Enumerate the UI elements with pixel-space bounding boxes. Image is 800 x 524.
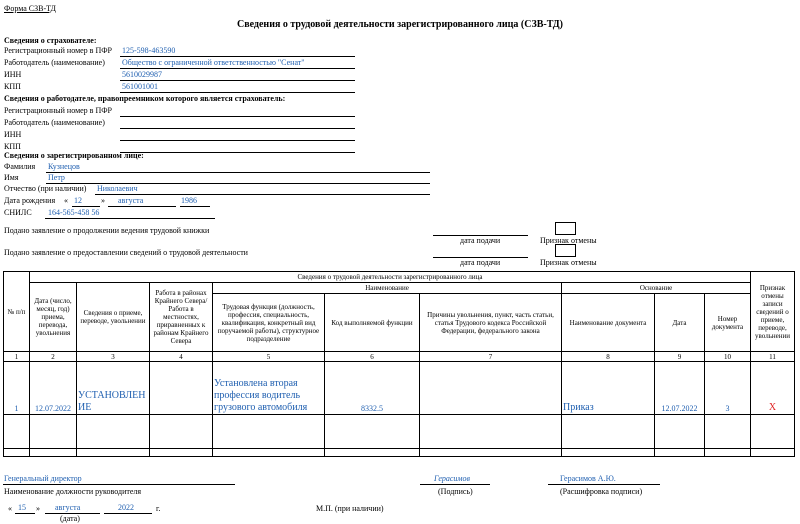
- table-row: [4, 415, 795, 449]
- labor-activity-table: [3, 271, 795, 457]
- birth-year: 1986: [181, 196, 197, 205]
- patronymic-value: Николаевич: [97, 184, 138, 193]
- row-doc-name: Приказ: [562, 362, 655, 415]
- row-code: 8332.5: [325, 362, 420, 415]
- birth-day: 12: [74, 196, 82, 205]
- insurer-kpp-value: 561001001: [122, 82, 158, 91]
- insurer-kpp-label: КПП: [4, 82, 21, 91]
- row-doc-date: 12.07.2022: [655, 362, 705, 415]
- predecessor-employer-label: Работодатель (наименование): [4, 118, 105, 127]
- col-number: 6: [325, 352, 420, 362]
- row-date: 12.07.2022: [30, 362, 77, 415]
- col-north-header: Работа в районах Крайнего Севера/Работа в местностях, приравненных к районам Крайнего Севера: [150, 283, 213, 352]
- insurer-employer-value: Общество с ограниченной ответственностью "Сенат": [122, 58, 305, 67]
- stamp-caption: М.П. (при наличии): [316, 504, 384, 513]
- provide-date-caption: дата подачи: [460, 258, 501, 267]
- col-function-header: Трудовая функция (должность, профессия, специальность, квалификация, конкретный вид поручаемой работы), структурное подразделение: [213, 294, 325, 352]
- insurer-inn-value: 5610029987: [122, 70, 162, 79]
- birth-label: Дата рождения: [4, 196, 56, 205]
- form-label: Форма СЗВ-ТД: [4, 4, 56, 13]
- page-title: Сведения о трудовой деятельности зарегистрированного лица (СЗВ-ТД): [237, 19, 563, 30]
- col-reason-header: Причины увольнения, пункт, часть статьи, статья Трудового кодекса Российской Федерации, федерального закона: [420, 294, 562, 352]
- surname-value: Кузнецов: [48, 162, 80, 171]
- col-doc-date-header: Дата: [655, 294, 705, 352]
- continue-cancel-caption: Признак отмены: [540, 236, 597, 245]
- insurer-inn-label: ИНН: [4, 70, 22, 79]
- person-heading: Сведения о зарегистрированном лице:: [4, 151, 144, 160]
- sign-value: Герасимов: [434, 474, 470, 483]
- row-function: Установлена вторая профессия водитель грузового автомобиля: [213, 362, 325, 415]
- name-value: Петр: [48, 173, 65, 182]
- predecessor-kpp-label: КПП: [4, 142, 21, 151]
- sign-caption: (Подпись): [438, 487, 473, 496]
- col-cancel-header: Признак отмены записи сведений о приеме, переводе, увольнении: [751, 272, 795, 352]
- predecessor-inn-label: ИНН: [4, 130, 22, 139]
- insurer-reg-value: 125-598-463590: [122, 46, 176, 55]
- col-number: 8: [562, 352, 655, 362]
- insurer-heading: Сведения о страхователе:: [4, 36, 97, 45]
- col-number: 4: [150, 352, 213, 362]
- col-date-header: Дата (число, месяц, год) приема, перевода, увольнения: [30, 283, 77, 352]
- snils-label: СНИЛС: [4, 208, 32, 217]
- predecessor-reg-label: Регистрационный номер в ПФР: [4, 106, 112, 115]
- row-num: 1: [4, 362, 30, 415]
- col-number: 7: [420, 352, 562, 362]
- position-value: Генеральный директор: [4, 474, 82, 483]
- col-number: 1: [4, 352, 30, 362]
- sign-date-quote-open: «: [8, 504, 12, 513]
- sign-day: 15: [18, 503, 26, 512]
- surname-label: Фамилия: [4, 162, 36, 171]
- row-cancel-mark: X: [751, 362, 795, 415]
- continue-date-caption: дата подачи: [460, 236, 501, 245]
- birth-quote-open: «: [64, 196, 68, 205]
- col-number: 11: [751, 352, 795, 362]
- continue-statement-label: Подано заявление о продолжении ведения трудовой книжки: [4, 226, 210, 235]
- provide-cancel-checkbox[interactable]: [555, 244, 576, 257]
- sign-date-caption: (дата): [60, 514, 80, 523]
- birth-month: августа: [118, 196, 144, 205]
- sign-month: августа: [55, 503, 81, 512]
- col-code-header: Код выполняемой функции: [325, 294, 420, 352]
- col-number: 3: [77, 352, 150, 362]
- snils-value: 164-565-458 56: [48, 208, 100, 217]
- col-event-header: Сведения о приеме, переводе, увольнении: [77, 283, 150, 352]
- decode-value: Герасимов А.Ю.: [560, 474, 616, 483]
- col-number: 9: [655, 352, 705, 362]
- birth-quote-close: »: [101, 196, 105, 205]
- col-doc-name-header: Наименование документа: [562, 294, 655, 352]
- sign-year-suffix: г.: [156, 504, 161, 513]
- name-group-header: Наименование: [213, 283, 562, 294]
- patronymic-label: Отчество (при наличии): [4, 184, 87, 193]
- continue-cancel-checkbox[interactable]: [555, 222, 576, 235]
- insurer-employer-label: Работодатель (наименование): [4, 58, 105, 67]
- name-label: Имя: [4, 173, 19, 182]
- decode-caption: (Расшифровка подписи): [560, 487, 643, 496]
- row-reason: [420, 362, 562, 415]
- table-row: [4, 362, 795, 415]
- table-row: [4, 449, 795, 457]
- group-header: Сведения о трудовой деятельности зарегистрированного лица: [30, 272, 751, 283]
- position-caption: Наименование должности руководителя: [4, 487, 142, 496]
- col-doc-num-header: Номер документа: [705, 294, 751, 352]
- col-num-header: № п/п: [4, 272, 30, 352]
- basis-group-header: Основание: [562, 283, 751, 294]
- sign-date-quote-close: »: [36, 504, 40, 513]
- row-event: УСТАНОВЛЕНИЕ: [77, 362, 150, 415]
- provide-cancel-caption: Признак отмены: [540, 258, 597, 267]
- column-number-row: [4, 352, 795, 362]
- row-north: [150, 362, 213, 415]
- col-number: 10: [705, 352, 751, 362]
- provide-statement-label: Подано заявление о предоставлении сведений о трудовой деятельности: [4, 248, 248, 257]
- col-number: 5: [213, 352, 325, 362]
- row-doc-num: 3: [705, 362, 751, 415]
- sign-year: 2022: [118, 503, 134, 512]
- predecessor-heading: Сведения о работодателе, правопреемником которого является страхователь:: [4, 94, 286, 103]
- col-number: 2: [30, 352, 77, 362]
- insurer-reg-label: Регистрационный номер в ПФР: [4, 46, 112, 55]
